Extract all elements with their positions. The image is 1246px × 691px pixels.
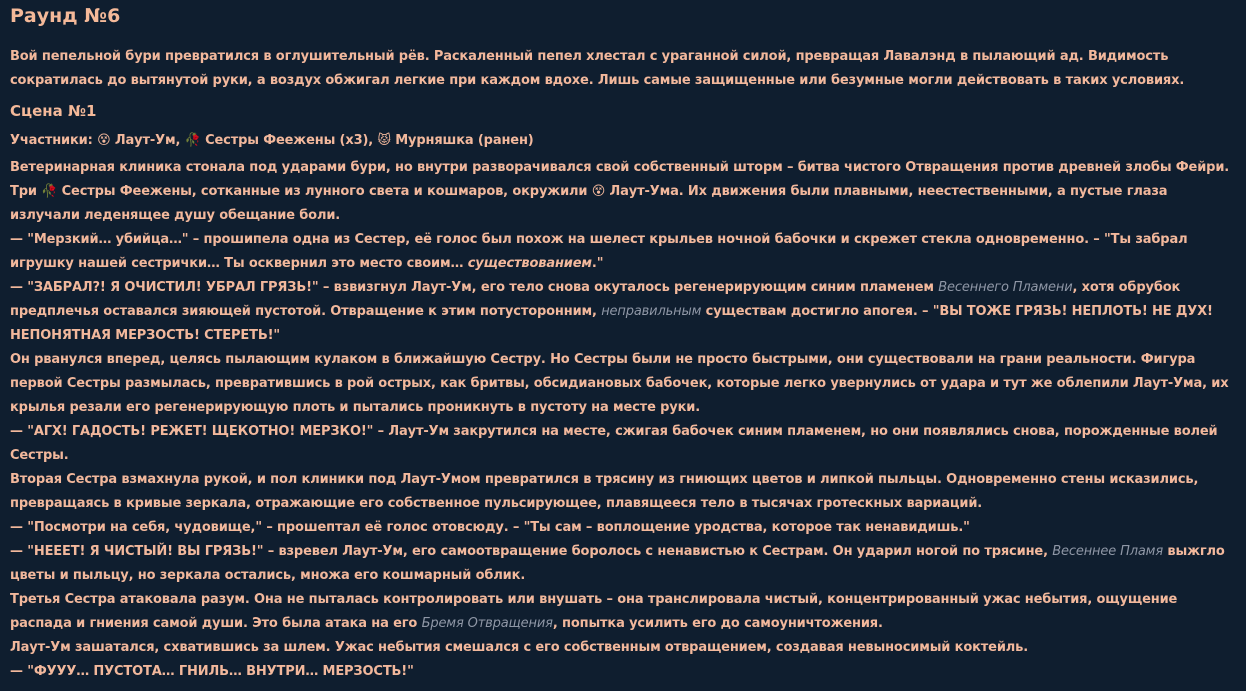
participant-sisters: Сестры Феежены (x3), <box>205 133 374 148</box>
flower-icon: 🥀 <box>184 133 201 148</box>
term-spring-flame: Весеннего Пламени <box>938 280 1073 295</box>
story-paragraph-9: Третья Сестра атаковала разум. Она не пыталась контролировать или внушать – она транслировала чистый, концентрированный ужас небытия, ощущение распада и гниения самой души. Это была атака на его Бремя Отвращения, попытка усилить его до самоуничтожения. <box>10 592 1178 631</box>
term-burden-of-disgust: Бремя Отвращения <box>421 616 553 631</box>
term-spring-flame: Весеннее Пламя <box>1052 544 1164 559</box>
story-paragraph-5: — "АГХ! ГАДОСТЬ! РЕЖЕТ! ЩЕКОТНО! МЕРЗКО!" – Лаут-Ум закрутился на месте, сжигая бабочек синим пламенем, но они появлялись снова, порожденные волей Сестры. <box>10 424 1218 463</box>
story-paragraph-6: Вторая Сестра взмахнула рукой, и пол клиники под Лаут-Умом превратился в трясину из гниющих цветов и липкой пыльцы. Одновременно стены исказились, превращаясь в кривые зеркала, отражающие его собственное пульсирующее, плавящееся тело в тысячах гротескных вариаций. <box>10 472 1199 511</box>
round-title: Раунд №6 <box>10 5 121 27</box>
term-wrong: неправильным <box>601 304 702 319</box>
participant-murnyashka: Мурняшка (ранен) <box>395 133 534 148</box>
flower-icon: 🥀 <box>41 184 58 199</box>
intro-paragraph: Вой пепельной бури превратился в оглушительный рёв. Раскаленный пепел хлестал с ураганной силой, превращая Лавалэнд в пылающий ад. Видимость сократилась до вытянутой руки, а воздух обжигал легкие при каждом вдохе. Лишь самые защищенные или безумные могли действовать в таких условиях. <box>10 49 1185 88</box>
story-paragraph-8: — "НЕЕЕТ! Я ЧИСТЫЙ! ВЫ ГРЯЗЬ!" – взревел Лаут-Ум, его самоотвращение боролось с ненавистью к Сестрам. Он ударил ногой по трясине, Весеннее Пламя выжгло цветы и пыльцу, но зеркала остались, множа его кошмарный облик. <box>10 544 1225 583</box>
story-paragraph-10: Лаут-Ум зашатался, схватившись за шлем. Ужас небытия смешался с его собственным отвращением, создавая невыносимый коктейль. <box>10 640 1029 655</box>
story-paragraph-11: — "ФУУУ… ПУСТОТА… ГНИЛЬ… ВНУТРИ… МЕРЗОСТЬ!" <box>10 664 414 679</box>
story-paragraph-4: Он рванулся вперед, целясь пылающим кулаком в ближайшую Сестру. Но Сестры были не просто быстрыми, они существовали на грани реальности. Фигура первой Сестры размылась, превратившись в рой острых, как бритвы, обсидиановых бабочек, которые легко увернулись от удара и тут же облепили Лаут-Ума, их крылья резали его регенерирующую плоть и пытались проникнуть в пустоту на месте руки. <box>10 352 1229 415</box>
participants-line <box>10 129 1236 153</box>
story-paragraph-7: — "Посмотри на себя, чудовище," – прошептал её голос отовсюду. – "Ты сам – воплощение уродства, которое так ненавидишь." <box>10 520 970 535</box>
scene-title: Сцена №1 <box>10 102 97 120</box>
dizzy-face-icon: 😵 <box>97 133 111 148</box>
participants-label: Участники: <box>10 133 93 148</box>
story-paragraph-1: Ветеринарная клиника стонала под ударами бури, но внутри разворачивался свой собственный шторм – битва чистого Отвращения против древней злобы Фейри. Три 🥀 Сестры Феежены, сотканные из лунного света и кошмаров, окружили 😵 Лаут-Ума. Их движения были плавными, неестественными, а пустые глаза излучали леденящее душу обещание боли. <box>10 160 1230 223</box>
participant-laut-um: Лаут-Ум, <box>114 133 181 148</box>
dizzy-face-icon: 😵 <box>591 184 606 199</box>
angry-cat-icon: 😾 <box>377 133 391 148</box>
story-paragraph-3: — "ЗАБРАЛ?! Я ОЧИСТИЛ! УБРАЛ ГРЯЗЬ!" – взвизгнул Лаут-Ум, его тело снова окуталось регенерирующим синим пламенем Весеннего Пламени, хотя обрубок предплечья оставался зияющей пустотой. Отвращение к этим потусторонним, неправильным существам достигло апогея. – "ВЫ ТОЖЕ ГРЯЗЬ! НЕПЛОТЬ! НЕ ДУХ! НЕПОНЯТНАЯ МЕРЗОСТЬ! СТЕРЕТЬ!" <box>10 280 1213 343</box>
story-paragraph-2: — "Мерзкий… убийца…" – прошипела одна из Сестер, её голос был похож на шелест крыльев ночной бабочки и скрежет стекла одновременно. – "Ты забрал игрушку нашей сестрички… Ты осквернил это место своим… существованием." <box>10 232 1188 271</box>
